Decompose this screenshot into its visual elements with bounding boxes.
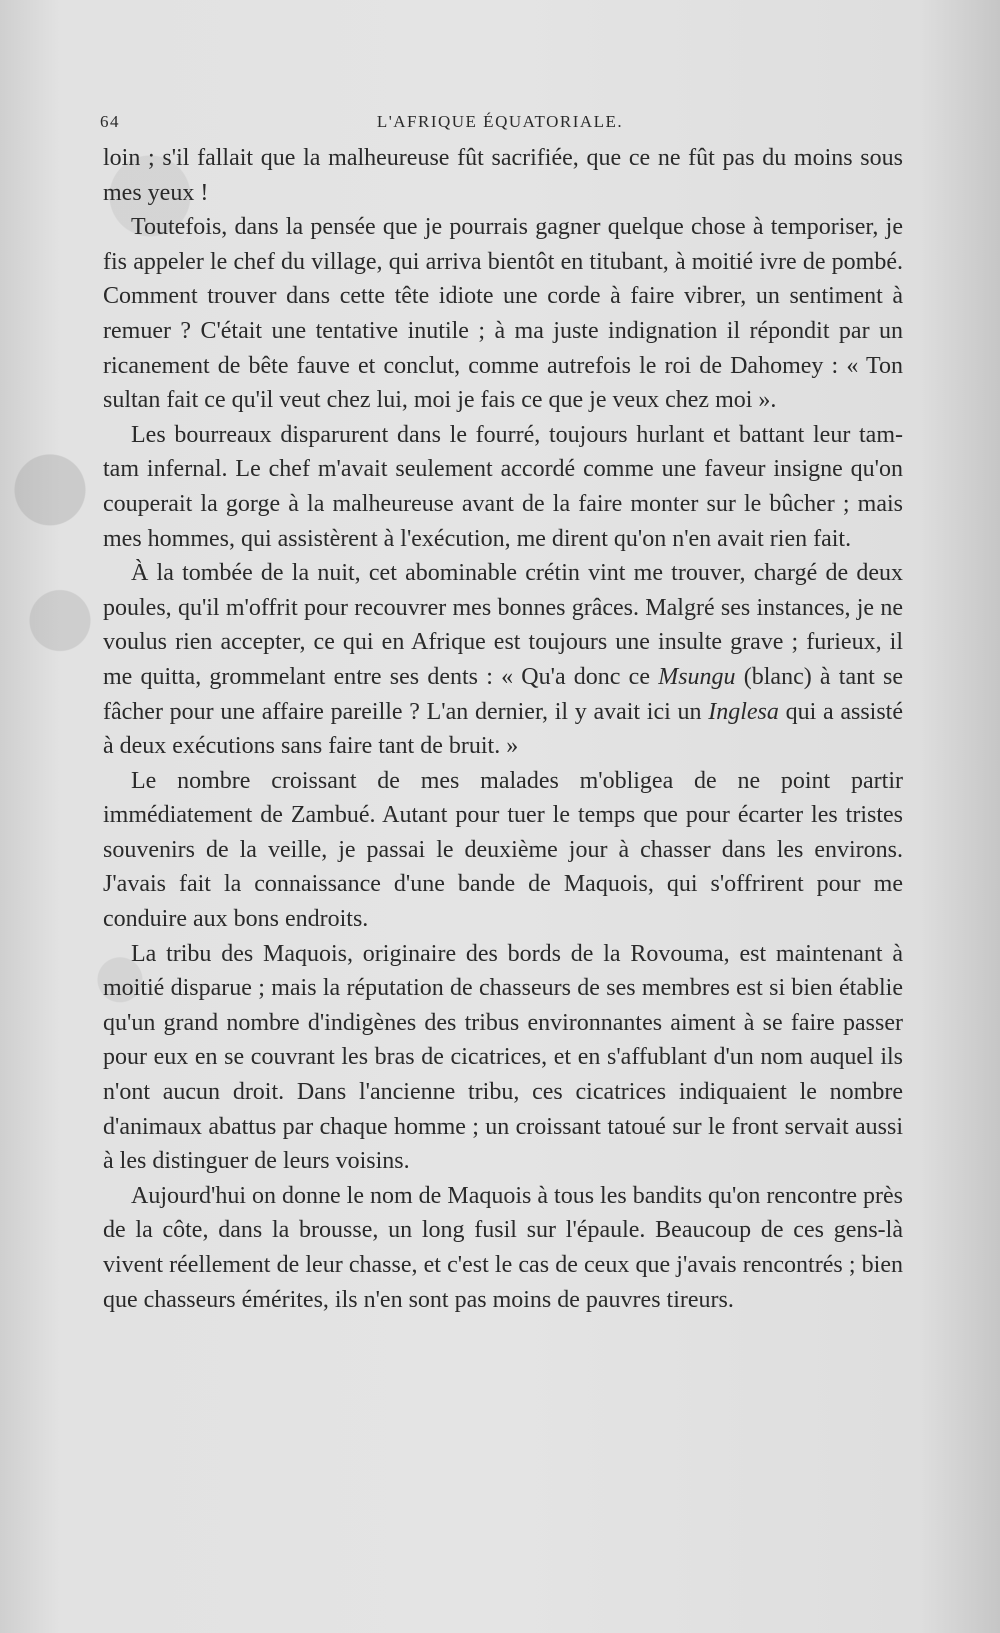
paragraph-4-part-1: À la tombée de la nuit, cet abominable crétin vint me trouver, chargé de deux poules, qu'il m'offrit pour recouvrer mes bonnes grâces. Malgré ses instances, je ne voulus rien accepter, ce qui en Afrique est toujours une insulte grave ; furieux, il me quitta, grommelant entre ses dents : « Qu'a donc ce <box>103 560 903 690</box>
paragraph-5: Le nombre croissant de mes malades m'obligea de ne point partir immédiatement de Zambué. Autant pour tuer le temps que pour écarter les tristes souvenirs de la veille, je passai le deuxième jour à chasser dans les environs. J'avais fait la connaissance d'une bande de Maquois, qui s'offrirent pour me conduire aux bons endroits. <box>103 767 903 933</box>
page-number: 64 <box>100 112 120 131</box>
paragraph-2: Toutefois, dans la pensée que je pourrais gagner quelque chose à temporiser, je fis appeler le chef du village, qui arriva bientôt en titubant, à moitié ivre de pombé. Comment trouver dans cette tête idiote une corde à faire vibrer, un sentiment à remuer ? C'était une tentative inutile ; à ma juste indignation il répondit par un ricanement de bête fauve et conclut, comme autrefois le roi de Dahomey : « Ton sultan fait ce qu'il veut chez lui, moi je fais ce que je veux chez moi ». <box>103 214 903 414</box>
body-text <box>103 141 903 1317</box>
inglesa-term: Inglesa <box>708 698 779 725</box>
msungu-term: Msungu <box>658 663 736 690</box>
paragraph-4-part-2: (blanc) à tant se fâcher pour une affaire pareille ? L'an dernier, il y avait ici un <box>103 663 903 725</box>
running-title: L'AFRIQUE ÉQUATORIALE. <box>376 112 624 131</box>
paragraph-1: loin ; s'il fallait que la malheureuse fût sacrifiée, que ce ne fût pas du moins sous mes yeux ! <box>103 145 903 206</box>
paragraph-4-part-3: qui a assisté à deux exécutions sans faire tant de bruit. » <box>103 698 903 760</box>
paragraph-7: Aujourd'hui on donne le nom de Maquois à tous les bandits qu'on rencontre près de la côte, dans la brousse, un long fusil sur l'épaule. Beaucoup de ces gens-là vivent réellement de leur chasse, et c'est le cas de ceux que j'avais rencontrés ; bien que chasseurs émérites, ils n'en sont pas moins de pauvres tireurs. <box>103 1182 903 1313</box>
paragraph-3: Les bourreaux disparurent dans le fourré, toujours hurlant et battant leur tam-tam infernal. Le chef m'avait seulement accordé comme une faveur insigne qu'on couperait la gorge à la malheureuse avant de la faire monter sur le bûcher ; mais mes hommes, qui assistèrent à l'exécution, me dirent qu'on n'en avait rien fait. <box>103 421 903 552</box>
running-head <box>100 112 900 140</box>
paragraph-4 <box>103 556 903 764</box>
paragraph-6: La tribu des Maquois, originaire des bords de la Rovouma, est maintenant à moitié disparue ; mais la réputation de chasseurs de ses membres est si bien établie qu'un grand nombre d'indigènes des tribus environnantes aiment à se faire passer pour eux en se couvrant les bras de cicatrices, et en s'affublant d'un nom auquel ils n'ont aucun droit. Dans l'ancienne tribu, ces cicatrices indiquaient le nombre d'animaux abattus par chaque homme ; un croissant tatoué sur le front servait aussi à les distinguer de leurs voisins. <box>103 940 903 1175</box>
